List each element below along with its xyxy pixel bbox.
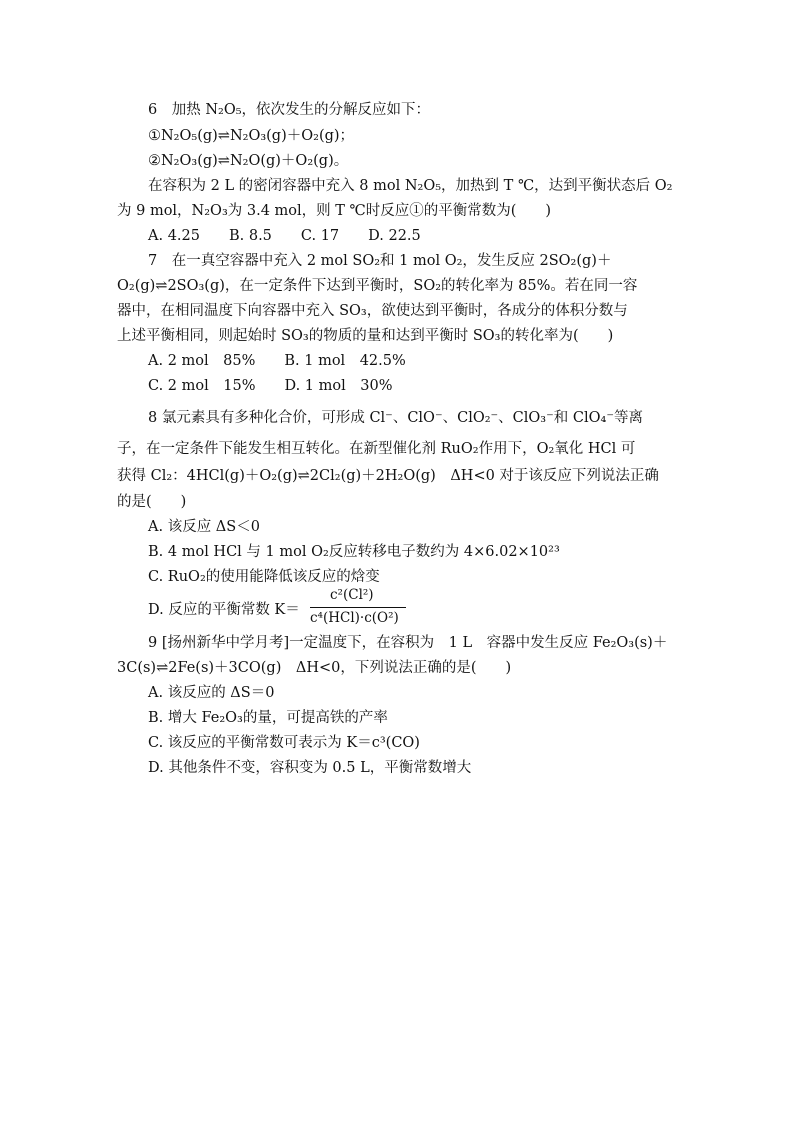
- q8-option-d-prefix: D. 反应的平衡常数 K＝: [148, 602, 300, 618]
- q7-stem-line-3: 器中，在相同温度下向容器中充入 SO₃，欲使达到平衡时，各成分的体积分数与: [117, 303, 628, 319]
- q8-stem-line-4: 的是( ): [117, 494, 187, 510]
- q8-fraction-denominator: c⁴(HCl)·c(O²): [310, 610, 399, 626]
- q8-stem-line-3: 获得 Cl₂：4HCl(g)＋O₂(g)⇌2Cl₂(g)＋2H₂O(g) ΔH<0 对于该反应下列说法正确: [117, 468, 659, 484]
- q7-stem-line-2: O₂(g)⇌2SO₃(g)，在一定条件下达到平衡时，SO₂的转化率为 85%。若在同一容: [117, 278, 638, 294]
- fraction-bar: [310, 607, 406, 608]
- q8-equilibrium-constant-fraction: [300, 586, 410, 630]
- q8-option-a: A. 该反应 ΔS＜0: [148, 519, 260, 535]
- q9-option-a: A. 该反应的 ΔS＝0: [148, 685, 275, 701]
- q7-stem-line-1: 7 在一真空容器中充入 2 mol SO₂和 1 mol O₂，发生反应 2SO₂(g)＋: [148, 253, 612, 269]
- q6-stem-line-2: 为 9 mol，N₂O₃为 3.4 mol，则 T ℃时反应①的平衡常数为( ): [117, 203, 552, 219]
- q8-fraction-numerator: c²(Cl²): [330, 587, 374, 603]
- q9-stem-line-2: 3C(s)⇌2Fe(s)＋3CO(g) ΔH<0，下列说法正确的是( ): [117, 660, 512, 676]
- q7-options-ab: A. 2 mol 85% B. 1 mol 42.5%: [148, 353, 406, 369]
- q8-stem-line-1: 8 氯元素具有多种化合价，可形成 Cl⁻、ClO⁻、ClO₂⁻、ClO₃⁻和 ClO₄⁻等离: [148, 410, 643, 426]
- q9-stem-line-1: 9 [扬州新华中学月考]一定温度下，在容积为 1 L 容器中发生反应 Fe₂O₃(s)＋: [148, 635, 668, 651]
- q8-option-c: C. RuO₂的使用能降低该反应的焓变: [148, 569, 380, 585]
- q6-stem-line-1: 在容积为 2 L 的密闭容器中充入 8 mol N₂O₅，加热到 T ℃，达到平衡状态后 O₂: [148, 178, 673, 194]
- q9-option-d: D. 其他条件不变，容积变为 0.5 L，平衡常数增大: [148, 760, 472, 776]
- q9-option-b: B. 增大 Fe₂O₃的量，可提高铁的产率: [148, 710, 388, 726]
- q9-option-c: C. 该反应的平衡常数可表示为 K＝c³(CO): [148, 735, 420, 751]
- q7-options-cd: C. 2 mol 15% D. 1 mol 30%: [148, 378, 393, 394]
- q6-reaction-1: ①N₂O₅(g)⇌N₂O₃(g)＋O₂(g)；: [148, 128, 355, 144]
- q6-reaction-2: ②N₂O₃(g)⇌N₂O(g)＋O₂(g)。: [148, 153, 349, 169]
- q6-options: A. 4.25 B. 8.5 C. 17 D. 22.5: [148, 228, 421, 244]
- q6-intro: 6 加热 N₂O₅，依次发生的分解反应如下：: [148, 102, 431, 118]
- q8-option-b: B. 4 mol HCl 与 1 mol O₂反应转移电子数约为 4×6.02×10²³: [148, 544, 560, 560]
- q8-stem-line-2: 子，在一定条件下能发生相互转化。在新型催化剂 RuO₂作用下，O₂氧化 HCl 可: [117, 441, 636, 457]
- q7-stem-line-4: 上述平衡相同，则起始时 SO₃的物质的量和达到平衡时 SO₃的转化率为( ): [117, 328, 614, 344]
